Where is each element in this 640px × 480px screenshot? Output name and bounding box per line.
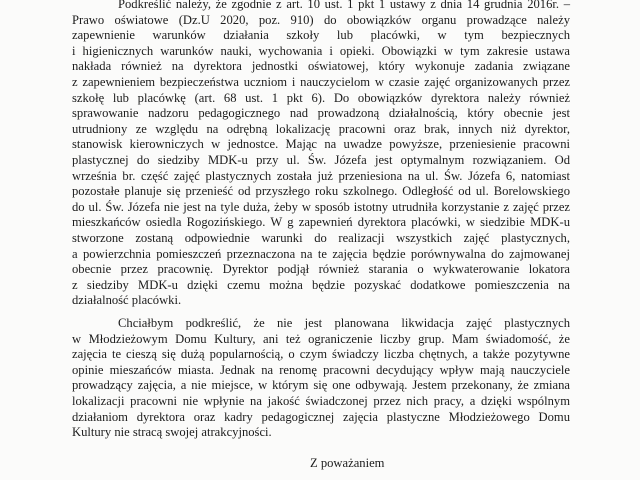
text-line: Chciałbym podkreślić, że nie jest planowana likwidacja zajęć plastycznych <box>118 316 570 330</box>
text-line: lokalizacji pracowni nie wpłynie na jakość świadczonej przez nich pracy, a dzięki wspólnym <box>72 393 570 408</box>
text-line: z siedziby MDK-u dzięki czemu można będzie pozyskać dodatkowe pomieszczenia na <box>72 277 570 292</box>
text-line: stanowisk kierowniczych w jednostce. Mając na uwadze powyższe, przeniesienie pracowni <box>72 137 570 152</box>
text-line: utrudniony ze względu na odrębną lokalizację pracowni oraz brak, innych niż dyrektor, <box>72 121 570 136</box>
text-line: nakłada również na dyrektora jednostki oświatowej, który wykonuje zadania związane <box>72 59 570 74</box>
text-line: w Młodzieżowym Domu Kultury, ani też ograniczenie liczby grup. Mam świadomość, że <box>72 331 570 346</box>
text-line: działalność placówki. <box>72 293 182 308</box>
text-line: stworzone zostaną odpowiednie warunki do realizacji wszystkich zajęć plastycznych, <box>72 230 570 245</box>
text-line: Kultury nie stracą swojej atrakcyjności. <box>72 425 272 440</box>
text-line: i higienicznych warunków nauki, wychowania i opieki. Obowiązki w tym zakresie ustawa <box>72 43 570 58</box>
text-line: września br. część zajęć plastycznych została już przeniesiona na ul. Św. Józefa 6, natomiast <box>72 168 570 183</box>
text-line: prowadzący zajęcia, a nie miejsce, w którym się one odbywają. Jestem przekonany, że zmiana <box>72 378 570 393</box>
text-line: do ul. Św. Józefa nie jest na tyle duża, żeby w sposób istotny utrudniła korzystanie z zajęć przez <box>72 199 570 214</box>
text-line: zajęcia te cieszą się dużą popularnością, o czym świadczy liczba chętnych, a także pozytywne <box>72 347 570 362</box>
text-line: zapewnienie warunków działania szkoły lub placówki, w tym bezpiecznych <box>72 28 570 43</box>
text-line: mieszkańców osiedla Rogozińskiego. W g zapewnień dyrektora placówki, w siedzibie MDK-u <box>72 215 570 230</box>
text-line: pozostałe planuje się przenieść od przyszłego roku szkolnego. Odległość od ul. Borelowskiego <box>72 184 570 199</box>
text-line: z zapewnieniem bezpieczeństwa uczniom i nauczycielom w czasie zajęć organizowanych przez <box>72 74 570 89</box>
text-line: opinie mieszańców miasta. Jednak na renomę pracowni decydujący wpływ mają nauczyciele <box>72 362 570 377</box>
text-line: działaniom dyrektora oraz kadry pedagogicznej zajęcia plastyczne Młodzieżowego Domu <box>72 409 570 424</box>
text-line: obecnie przez pracownię. Dyrektor podjął również starania o wykwaterowanie lokatora <box>72 262 570 277</box>
closing-salutation: Z poważaniem <box>310 456 385 470</box>
text-line: Podkreślić należy, że zgodnie z art. 10 ust. 1 pkt 1 ustawy z dnia 14 grudnia 2016r. – <box>118 0 570 11</box>
paragraph-2 <box>72 316 570 441</box>
text-line: a powierzchnia pomieszczeń przeznaczona na te zajęcia będzie porównywalna do zajmowanej <box>72 246 570 261</box>
text-line: Prawo oświatowe (Dz.U 2020, poz. 910) do obowiązków organu prowadzące należy <box>72 12 570 27</box>
paragraph-1 <box>72 0 570 309</box>
text-line: plastycznej do siedziby MDK-u przy ul. Św. Józefa jest optymalnym rozwiązaniem. Od <box>72 152 570 167</box>
text-line: sprawowanie nadzoru pedagogicznego nad prowadzoną działalnością, który obecnie jest <box>72 106 570 121</box>
text-line: szkołę lub placówkę (art. 68 ust. 1 pkt 6). Do obowiązków dyrektora należy również <box>72 90 570 105</box>
